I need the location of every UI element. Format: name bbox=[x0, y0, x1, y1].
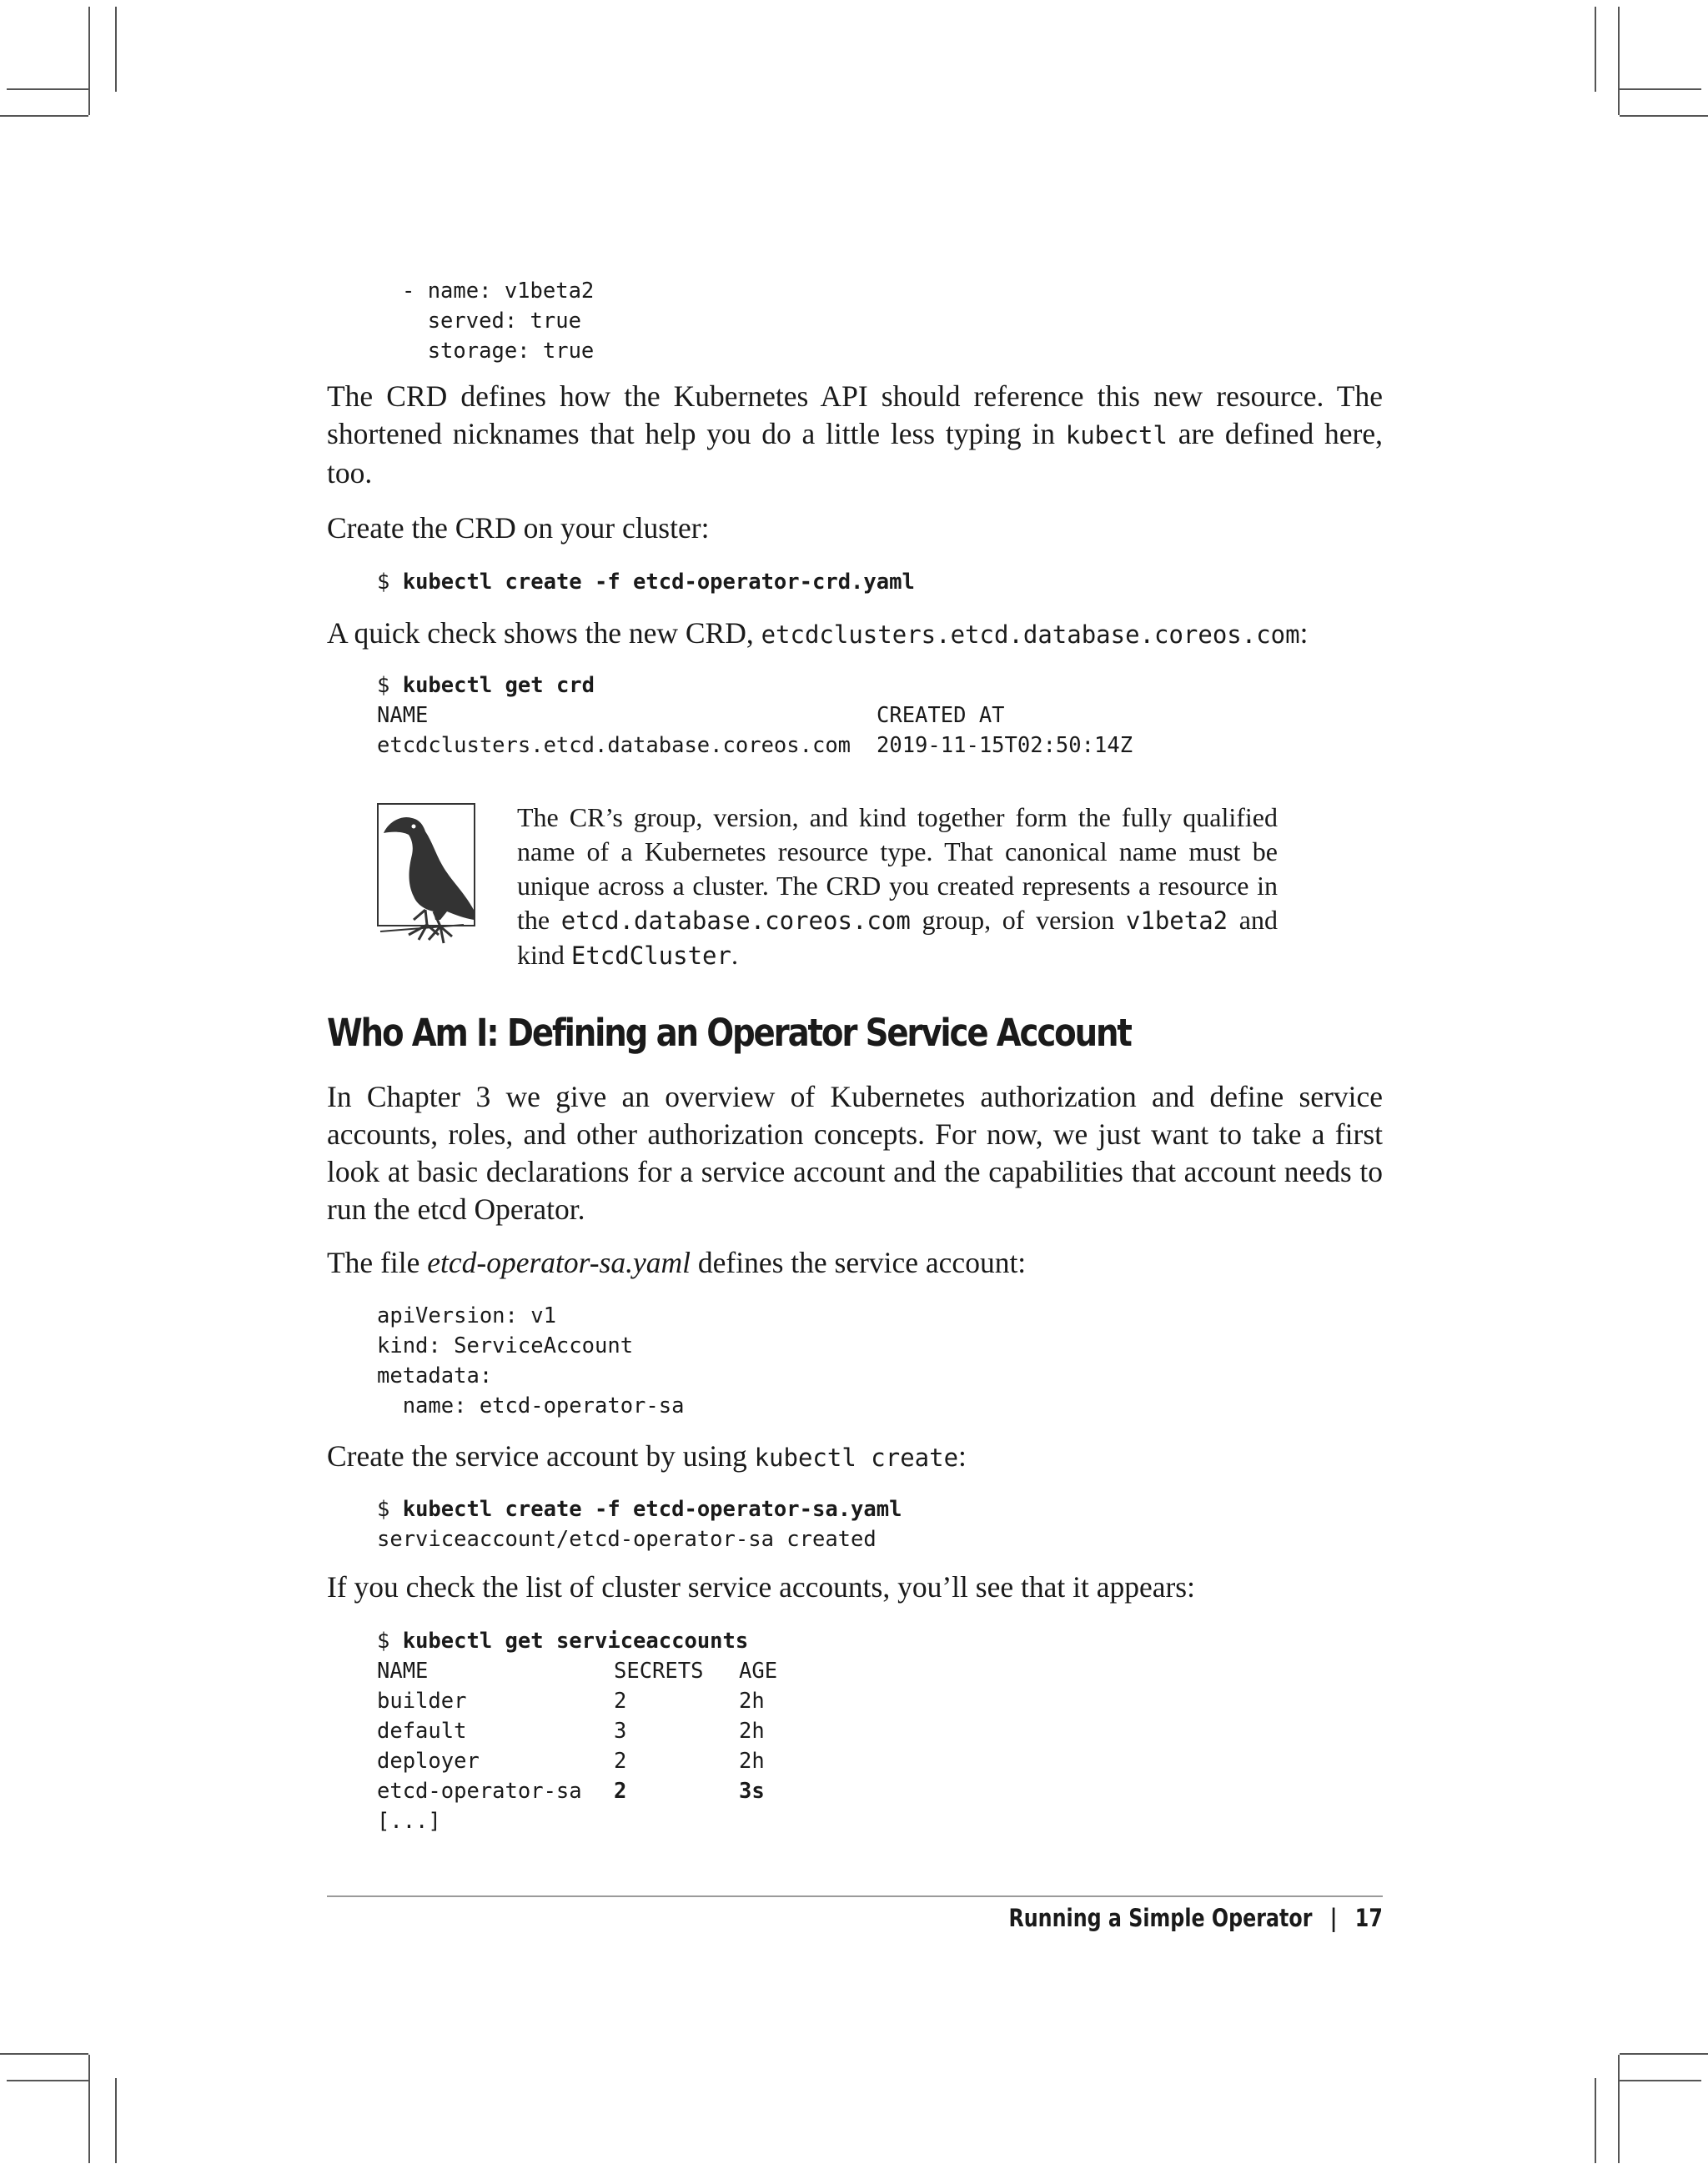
crop-mark bbox=[1595, 7, 1596, 92]
table-cell-highlight: 3s bbox=[739, 1779, 765, 1804]
command-create-crd: $ kubectl create -f etcd-operator-crd.yaml bbox=[377, 570, 915, 595]
paragraph-create-crd: Create the CRD on your cluster: bbox=[327, 511, 710, 545]
table-ellipsis: [...] bbox=[377, 1809, 441, 1834]
paragraph-chapter-3: In Chapter 3 we give an overview of Kubernetes authorization and define service accounts, roles, and other authorization concepts. For now, we just want to take a first look at basic declarations for a service account and the capabilities that account needs to run the etcd Operator. bbox=[327, 1080, 1383, 1226]
crop-mark bbox=[7, 2080, 88, 2081]
running-title: Running a Simple Operator bbox=[1008, 1904, 1313, 1932]
command-get-crd: $ kubectl get crd bbox=[377, 673, 595, 698]
crop-mark bbox=[0, 2053, 88, 2055]
table-header-cell: AGE bbox=[739, 1659, 778, 1684]
crow-note-icon bbox=[377, 803, 475, 950]
table-header-cell: SECRETS bbox=[614, 1659, 704, 1684]
table-cell: 2019-11-15T02:50:14Z bbox=[877, 733, 1133, 758]
note-text: The CR’s group, version, and kind together form the fully qualified name of a Kubernetes resource type. That canonical name must be unique across a cluster. The CRD you created represents a resource in the etcd.database.coreos.com group, of version v1beta2 and kind EtcdCluster. bbox=[517, 802, 1278, 970]
crop-mark bbox=[1595, 2078, 1596, 2163]
command-get-serviceaccounts: $ kubectl get serviceaccounts bbox=[377, 1629, 749, 1654]
crop-mark bbox=[1620, 88, 1701, 90]
file-name: etcd-operator-sa.yaml bbox=[427, 1246, 691, 1279]
code-block-service-account: apiVersion: v1 kind: ServiceAccount metadata: name: etcd-operator-sa bbox=[377, 1303, 685, 1418]
crop-mark bbox=[88, 7, 90, 115]
table-cell: etcd-operator-sa bbox=[377, 1779, 582, 1804]
paragraph-check-list: If you check the list of cluster service accounts, you’ll see that it appears: bbox=[327, 1570, 1195, 1604]
paragraph-sa-file: The file etcd-operator-sa.yaml defines the service account: bbox=[327, 1246, 1027, 1279]
table-cell-highlight: 2 bbox=[614, 1779, 627, 1804]
command-create-sa: $ kubectl create -f etcd-operator-sa.yaml bbox=[377, 1497, 902, 1522]
table-cell: 2 bbox=[614, 1749, 627, 1774]
paragraph-crd-intro: The CRD defines how the Kubernetes API should reference this new resource. The shortened nicknames that help you do a little less typing in kubectl are defined here, too. bbox=[327, 379, 1383, 490]
crop-mark bbox=[115, 7, 117, 92]
crop-mark bbox=[88, 2055, 90, 2163]
crop-mark bbox=[115, 2078, 117, 2163]
table-cell: 2h bbox=[739, 1719, 765, 1744]
code-block-versions: - name: v1beta2 served: true storage: true bbox=[402, 279, 595, 364]
table-cell: builder bbox=[377, 1689, 467, 1714]
crop-mark bbox=[1620, 2080, 1701, 2081]
crop-mark bbox=[1620, 2053, 1708, 2055]
crop-mark bbox=[0, 115, 88, 117]
section-heading: Who Am I: Defining an Operator Service Account bbox=[327, 1011, 1131, 1055]
table-cell: 2 bbox=[614, 1689, 627, 1714]
crop-mark bbox=[1620, 115, 1708, 117]
crop-mark bbox=[1618, 2055, 1620, 2163]
page-footer bbox=[1009, 1904, 1383, 1932]
table-cell: NAME bbox=[377, 703, 429, 728]
page-number: 17 bbox=[1354, 1904, 1383, 1932]
table-cell: deployer bbox=[377, 1749, 480, 1774]
paragraph-create-sa: Create the service account by using kubectl create: bbox=[327, 1439, 967, 1473]
table-header-cell: NAME bbox=[377, 1659, 429, 1684]
table-cell: default bbox=[377, 1719, 467, 1744]
table-cell: 3 bbox=[614, 1719, 627, 1744]
footer-separator: | bbox=[1329, 1904, 1338, 1932]
table-cell: CREATED AT bbox=[877, 703, 1005, 728]
table-cell: 2h bbox=[739, 1689, 765, 1714]
table-cell: etcdclusters.etcd.database.coreos.com bbox=[377, 733, 851, 758]
table-cell: 2h bbox=[739, 1749, 765, 1774]
paragraph-quick-check: A quick check shows the new CRD, etcdclusters.etcd.database.coreos.com: bbox=[327, 616, 1309, 650]
footer-rule bbox=[327, 1895, 1383, 1897]
crop-mark bbox=[1618, 7, 1620, 115]
command-output: serviceaccount/etcd-operator-sa created bbox=[377, 1527, 877, 1552]
crop-mark bbox=[7, 88, 88, 90]
